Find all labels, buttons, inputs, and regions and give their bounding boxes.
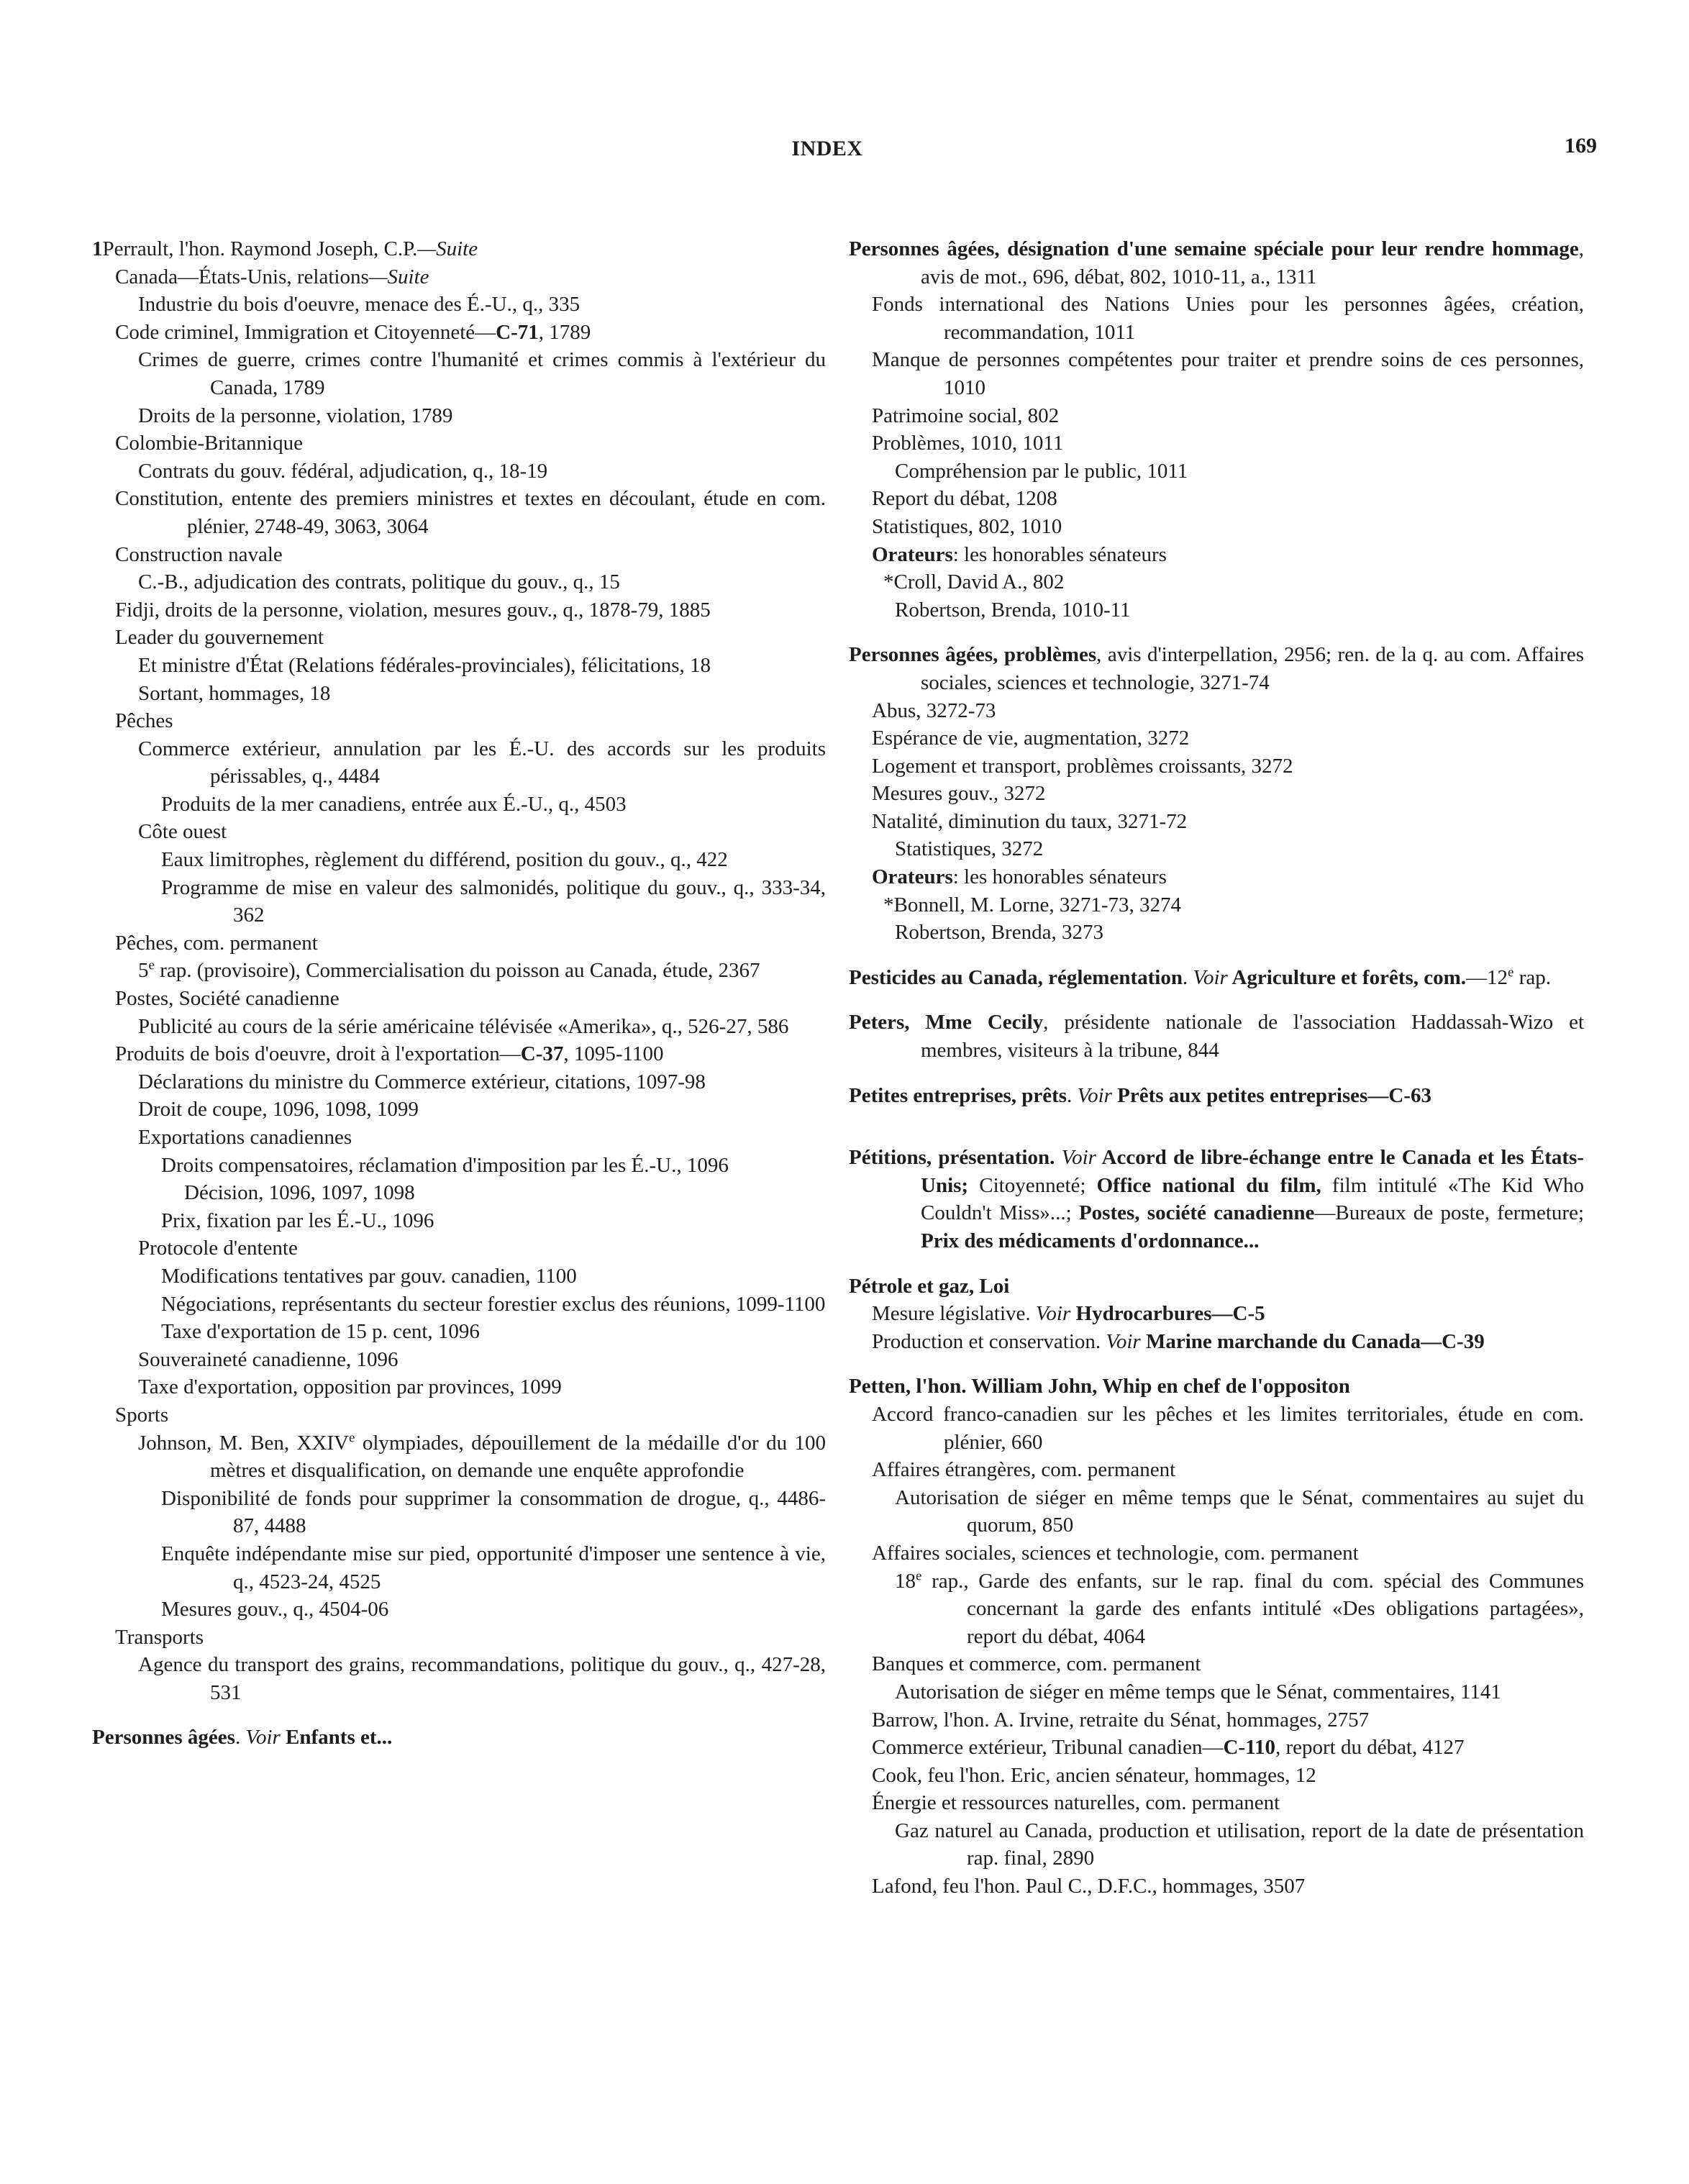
entry-bold-text: Pesticides au Canada, réglementation	[849, 965, 1183, 989]
entry-italic-text: Voir	[1193, 965, 1228, 989]
index-heading	[92, 235, 826, 263]
entry-text: , avis de mot., 696, débat, 802, 1010-11, a., 1311	[921, 237, 1584, 288]
index-subentry	[849, 1873, 1584, 1901]
index-subentry	[92, 1124, 826, 1152]
entry-text: Modifications tentatives par gouv. canadien, 1100	[161, 1264, 577, 1288]
index-subentry	[92, 485, 826, 540]
entry-bold-text: Postes, société canadienne	[1078, 1201, 1315, 1225]
entry-text: Natalité, diminution du taux, 3271-72	[872, 809, 1188, 833]
entry-bold-text: Prêts aux petites entreprises—C-63	[1111, 1083, 1431, 1107]
entry-text: Agence du transport des grains, recommandations, politique du gouv., q., 427-28, 531	[138, 1653, 826, 1704]
entry-text: Postes, Société canadienne	[115, 987, 340, 1011]
index-subentry	[849, 1401, 1584, 1456]
entry-text: Souveraineté canadienne, 1096	[138, 1347, 399, 1371]
entry-text: Affaires sociales, sciences et technologie, com. permanent	[872, 1541, 1359, 1565]
entry-bold-text: 1	[92, 237, 103, 260]
entry-text: Fidji, droits de la personne, violation, mesures gouv., q., 1878-79, 1885	[115, 598, 711, 622]
entry-text: Droits compensatoires, réclamation d'imposition par les É.-U., 1096	[161, 1153, 729, 1177]
entry-gap	[849, 1065, 1584, 1082]
index-subentry	[849, 752, 1584, 781]
index-subentry	[849, 780, 1584, 808]
index-subentry	[849, 429, 1584, 458]
entry-gap	[849, 1127, 1584, 1144]
index-subentry	[92, 568, 826, 596]
entry-text: Robertson, Brenda, 1010-11	[895, 598, 1131, 622]
entry-text: film intitulé «The Kid Who Couldn't Miss»...;	[921, 1173, 1585, 1225]
index-subentry	[92, 818, 826, 846]
index-subentry	[849, 1328, 1584, 1356]
entry-text: C.-B., adjudication des contrats, politique du gouv., q., 15	[138, 570, 620, 594]
ordinal-superscript: e	[916, 1568, 922, 1583]
entry-italic-text: Voir	[1035, 1302, 1071, 1326]
entry-text: Citoyenneté;	[968, 1173, 1097, 1197]
index-heading	[849, 964, 1584, 992]
ordinal-superscript: e	[349, 1429, 355, 1445]
index-subentry	[92, 541, 826, 569]
entry-text: Production et conservation.	[872, 1329, 1106, 1353]
index-subentry	[92, 1346, 826, 1374]
index-subentry	[92, 1401, 826, 1429]
index-subentry	[849, 541, 1584, 569]
index-subentry	[849, 485, 1584, 513]
entry-text: rap., Garde des enfants, sur le rap. final du com. spécial des Communes concernant la garde des enfants intitulé «Des obligations partagées», report du débat, 4064	[921, 1569, 1584, 1648]
entry-bold-text: Personnes âgées	[92, 1726, 235, 1750]
entry-bold-text: Enfants et...	[280, 1726, 393, 1750]
entry-text: Côte ouest	[138, 820, 227, 844]
entry-text: Taxe d'exportation de 15 p. cent, 1096	[161, 1320, 480, 1344]
running-header: INDEX	[791, 137, 863, 160]
entry-text: *Bonnell, M. Lorne, 3271-73, 3274	[883, 893, 1182, 916]
entry-text: Pêches, com. permanent	[115, 931, 318, 955]
entry-text: Produits de la mer canadiens, entrée aux É.-U., q., 4503	[161, 792, 627, 816]
entry-text: Sortant, hommages, 18	[138, 681, 331, 705]
index-subentry	[849, 1762, 1584, 1790]
index-subentry	[92, 929, 826, 957]
index-subentry	[849, 291, 1584, 346]
entry-italic-text: —Suite	[368, 265, 429, 288]
index-subentry	[92, 957, 826, 985]
entry-bold-text: Orateurs	[872, 542, 953, 566]
index-subentry	[849, 513, 1584, 541]
entry-italic-text: Voir	[245, 1726, 281, 1750]
entry-text: Affaires étrangères, com. permanent	[872, 1458, 1176, 1482]
index-heading	[92, 1724, 826, 1752]
index-subentry	[849, 919, 1584, 947]
entry-text: Décision, 1096, 1097, 1098	[184, 1181, 415, 1205]
entry-text: rap. (provisoire), Commercialisation du poisson au Canada, étude, 2367	[154, 959, 760, 983]
entry-text: Transports	[115, 1625, 204, 1649]
entry-bold-text: Office national du film,	[1096, 1173, 1321, 1197]
entry-text: Produits de bois d'oeuvre, droit à l'exportation—	[115, 1042, 521, 1066]
index-subentry	[92, 319, 826, 347]
entry-italic-text: —Suite	[417, 237, 478, 260]
index-subentry	[92, 1068, 826, 1096]
entry-text: Exportations canadiennes	[138, 1126, 352, 1149]
entry-text: Barrow, l'hon. A. Irvine, retraite du Sénat, hommages, 2757	[872, 1708, 1370, 1732]
entry-text: Autorisation de siéger en même temps que le Sénat, commentaires, 1141	[895, 1680, 1501, 1703]
index-subentry	[92, 1429, 826, 1485]
ordinal-superscript: e	[148, 957, 155, 973]
entry-text: Leader du gouvernement	[115, 626, 324, 650]
entry-text: Publicité au cours de la série américaine télévisée «Amerika», q., 526-27, 586	[138, 1014, 789, 1038]
left-column	[92, 235, 826, 1752]
index-subentry	[849, 1706, 1584, 1734]
entry-text: Et ministre d'État (Relations fédérales-provinciales), félicitations, 18	[138, 653, 711, 677]
index-subentry	[849, 863, 1584, 891]
entry-text: Crimes de guerre, crimes contre l'humanité et crimes commis à l'extérieur du Canada, 1789	[138, 348, 826, 399]
index-heading	[849, 1273, 1584, 1301]
index-subentry	[849, 568, 1584, 596]
entry-text: Logement et transport, problèmes croissants, 3272	[872, 754, 1293, 778]
entry-text: Contrats du gouv. fédéral, adjudication, q., 18-19	[138, 459, 548, 483]
index-subentry	[92, 346, 826, 401]
index-subentry	[92, 1207, 826, 1235]
entry-text: —12	[1466, 965, 1508, 989]
entry-text: Lafond, feu l'hon. Paul C., D.F.C., hommages, 3507	[872, 1875, 1306, 1898]
entry-bold-text: Prix des médicaments d'ordonnance...	[921, 1229, 1260, 1252]
entry-text: Enquête indépendante mise sur pied, opportunité d'imposer une sentence à vie, q., 4523-24, 4525	[161, 1542, 826, 1593]
entry-text: Espérance de vie, augmentation, 3272	[872, 727, 1190, 750]
entry-text: Programme de mise en valeur des salmonidés, politique du gouv., q., 333-34, 362	[161, 875, 826, 927]
entry-bold-text: Marine marchande du Canada—C-39	[1140, 1329, 1485, 1353]
entry-text: Canada—États-Unis, relations	[115, 265, 369, 288]
index-subentry	[92, 1540, 826, 1596]
entry-text: 18	[895, 1569, 916, 1593]
entry-bold-text: Pétrole et gaz, Loi	[849, 1274, 1010, 1298]
entry-text: Perrault, l'hon. Raymond Joseph, C.P.	[102, 237, 418, 260]
entry-text: , avis d'interpellation, 2956; ren. de la q. au com. Affaires sociales, sciences et technologie, 3271-74	[921, 643, 1584, 694]
entry-text: Commerce extérieur, annulation par les É.-U. des accords sur les produits périssables, q., 4484	[138, 737, 826, 788]
entry-bold-text: Personnes âgées, problèmes	[849, 643, 1097, 667]
entry-text: , report du débat, 4127	[1275, 1736, 1465, 1760]
entry-text: Mesures gouv., 3272	[872, 782, 1046, 806]
entry-text: Autorisation de siéger en même temps que le Sénat, commentaires au sujet du quorum, 850	[895, 1485, 1584, 1537]
index-subentry	[849, 1678, 1584, 1706]
index-subentry	[849, 1300, 1584, 1328]
entry-gap	[849, 624, 1584, 641]
index-subentry	[92, 707, 826, 735]
entry-bold-text: Accord de libre-échange entre le Canada et les États-Unis;	[921, 1146, 1584, 1197]
entry-text: Accord franco-canadien sur les pêches et les limites territoriales, étude en com. plénier, 660	[872, 1402, 1584, 1454]
entry-text: Statistiques, 802, 1010	[872, 514, 1062, 538]
page-number: 169	[1565, 134, 1597, 158]
entry-text: Fonds international des Nations Unies pour les personnes âgées, création, recommandation, 1011	[872, 293, 1584, 344]
index-subentry	[92, 1013, 826, 1041]
entry-text: Prix, fixation par les É.-U., 1096	[161, 1209, 434, 1232]
entry-gap	[849, 1255, 1584, 1273]
entry-text: Eaux limitrophes, règlement du différend, position du gouv., q., 422	[161, 848, 728, 872]
index-subentry	[92, 263, 826, 291]
entry-gap	[849, 1355, 1584, 1373]
index-subentry	[92, 1234, 826, 1262]
entry-text: Manque de personnes compétentes pour traiter et prendre soins de ces personnes, 1010	[872, 348, 1584, 399]
index-subentry	[849, 1539, 1584, 1568]
index-subentry	[849, 402, 1584, 430]
entry-text: Compréhension par le public, 1011	[895, 459, 1188, 483]
index-subentry	[92, 846, 826, 874]
index-subentry	[92, 1485, 826, 1540]
index-heading	[849, 1082, 1584, 1110]
entry-text	[1055, 1146, 1061, 1169]
entry-text: Droits de la personne, violation, 1789	[138, 404, 453, 427]
entry-text: Industrie du bois d'oeuvre, menace des É.-U., q., 335	[138, 293, 581, 317]
right-column	[849, 235, 1584, 1901]
entry-text: Protocole d'entente	[138, 1237, 298, 1260]
entry-italic-text: Voir	[1106, 1329, 1141, 1353]
index-subentry	[92, 680, 826, 708]
entry-text: Taxe d'exportation, opposition par provinces, 1099	[138, 1375, 562, 1399]
index-subentry	[92, 652, 826, 680]
index-subentry	[849, 1484, 1584, 1539]
entry-text: Colombie-Britannique	[115, 432, 303, 455]
index-subentry	[849, 1650, 1584, 1678]
entry-bold-text: Personnes âgées, désignation d'une semaine spéciale pour leur rendre hommage	[849, 237, 1579, 260]
entry-text: Droit de coupe, 1096, 1098, 1099	[138, 1098, 419, 1121]
index-subentry	[92, 624, 826, 652]
entry-text: Disponibilité de fonds pour supprimer la consommation de drogue, q., 4486-87, 4488	[161, 1486, 826, 1538]
index-heading	[849, 235, 1584, 291]
index-subentry	[849, 724, 1584, 752]
entry-text: Construction navale	[115, 542, 283, 566]
entry-gap	[849, 1109, 1584, 1127]
entry-text: Code criminel, Immigration et Citoyenneté—	[115, 320, 496, 344]
entry-bold-text: Peters, Mme Cecily	[849, 1011, 1044, 1034]
entry-gap	[849, 991, 1584, 1009]
entry-text: Mesure législative.	[872, 1302, 1036, 1326]
entry-text: Patrimoine social, 802	[872, 404, 1060, 427]
index-subentry	[92, 1262, 826, 1291]
index-subentry	[849, 346, 1584, 401]
index-subentry	[92, 429, 826, 458]
entry-text: : les honorables sénateurs	[952, 542, 1167, 566]
index-subentry	[849, 1789, 1584, 1817]
entry-text: Mesures gouv., q., 4504-06	[161, 1598, 389, 1621]
index-subentry	[92, 874, 826, 929]
entry-text: Report du débat, 1208	[872, 487, 1057, 511]
index-subentry	[92, 1152, 826, 1180]
index-subentry	[849, 1817, 1584, 1873]
index-subentry	[849, 1456, 1584, 1484]
entry-text: olympiades, dépouillement de la médaille d'or du 100 mètres et disqualification, on demande une enquête approfondie	[210, 1431, 826, 1483]
entry-text: Statistiques, 3272	[895, 837, 1044, 861]
index-subentry	[92, 1596, 826, 1624]
entry-text: Gaz naturel au Canada, production et utilisation, report de la date de présentation rap. final, 2890	[895, 1819, 1584, 1870]
index-subentry	[92, 458, 826, 486]
index-subentry	[92, 402, 826, 430]
entry-bold-text: Hydrocarbures—C-5	[1070, 1302, 1265, 1326]
entry-gap	[92, 1706, 826, 1724]
entry-gap	[849, 947, 1584, 964]
entry-bold-text: Petites entreprises, prêts	[849, 1083, 1067, 1107]
index-subentry	[849, 1734, 1584, 1762]
index-subentry	[849, 697, 1584, 725]
entry-text: Abus, 3272-73	[872, 699, 996, 722]
entry-text: Commerce extérieur, Tribunal canadien—	[872, 1736, 1224, 1760]
index-heading	[849, 641, 1584, 696]
index-subentry	[849, 596, 1584, 624]
entry-bold-text: Petten, l'hon. William John, Whip en chef de l'oppositon	[849, 1375, 1350, 1398]
entry-bold-text: Pétitions, présentation.	[849, 1146, 1055, 1170]
entry-text: .	[1067, 1083, 1078, 1107]
entry-text: , présidente nationale de l'association Haddassah-Wizo et membres, visiteurs à la tribune, 844	[921, 1011, 1584, 1063]
entry-text: Négociations, représentants du secteur forestier exclus des réunions, 1099-1100	[161, 1292, 826, 1316]
entry-text: —Bureaux de poste, fermeture;	[1314, 1201, 1584, 1225]
index-subentry	[92, 596, 826, 624]
entry-text: Constitution, entente des premiers ministres et textes en découlant, étude en com. plénier, 2748-49, 3063, 3064	[115, 487, 826, 538]
index-subentry	[92, 1096, 826, 1124]
index-heading	[849, 1373, 1584, 1401]
index-subentry	[92, 291, 826, 319]
index-subentry	[92, 1040, 826, 1068]
entry-text: Déclarations du ministre du Commerce extérieur, citations, 1097-98	[138, 1070, 706, 1093]
index-subentry	[849, 1568, 1584, 1651]
entry-bold-text: Orateurs	[872, 865, 953, 889]
index-heading	[849, 1009, 1584, 1064]
entry-text: .	[1182, 965, 1193, 989]
entry-text: 5	[138, 959, 149, 983]
ordinal-superscript: e	[1508, 965, 1514, 980]
entry-text: Johnson, M. Ben, XXIV	[138, 1431, 349, 1455]
entry-text: *Croll, David A., 802	[883, 570, 1065, 594]
entry-text: , 1095-1100	[563, 1042, 664, 1066]
index-subentry	[849, 458, 1584, 486]
index-subentry	[92, 1318, 826, 1346]
entry-bold-text: C-71	[496, 320, 539, 344]
index-subentry	[92, 791, 826, 819]
index-subentry	[92, 1179, 826, 1207]
index-subentry	[92, 1624, 826, 1652]
entry-bold-text: C-110	[1223, 1736, 1275, 1760]
index-subentry	[849, 835, 1584, 863]
entry-italic-text: Voir	[1061, 1146, 1096, 1170]
entry-text: Robertson, Brenda, 3273	[895, 921, 1103, 945]
entry-text: Problèmes, 1010, 1011	[872, 432, 1064, 455]
entry-text: .	[235, 1726, 246, 1750]
index-subentry	[849, 808, 1584, 836]
entry-bold-text: Agriculture et forêts, com.	[1227, 965, 1467, 989]
index-subentry	[849, 891, 1584, 919]
entry-italic-text: Voir	[1077, 1083, 1112, 1107]
index-subentry	[92, 1373, 826, 1401]
index-subentry	[92, 985, 826, 1013]
entry-text: : les honorables sénateurs	[952, 865, 1167, 889]
entry-bold-text: C-37	[520, 1042, 564, 1066]
index-subentry	[92, 735, 826, 791]
index-subentry	[92, 1651, 826, 1706]
entry-text: Énergie et ressources naturelles, com. permanent	[872, 1791, 1280, 1815]
entry-text: Cook, feu l'hon. Eric, ancien sénateur, hommages, 12	[872, 1763, 1316, 1787]
entry-text: Banques et commerce, com. permanent	[872, 1652, 1201, 1676]
index-subentry	[92, 1291, 826, 1319]
entry-text: rap.	[1513, 965, 1552, 989]
entry-text: , 1789	[538, 320, 591, 344]
index-heading	[849, 1144, 1584, 1255]
entry-text: Sports	[115, 1403, 169, 1427]
entry-text: Pêches	[115, 709, 173, 733]
